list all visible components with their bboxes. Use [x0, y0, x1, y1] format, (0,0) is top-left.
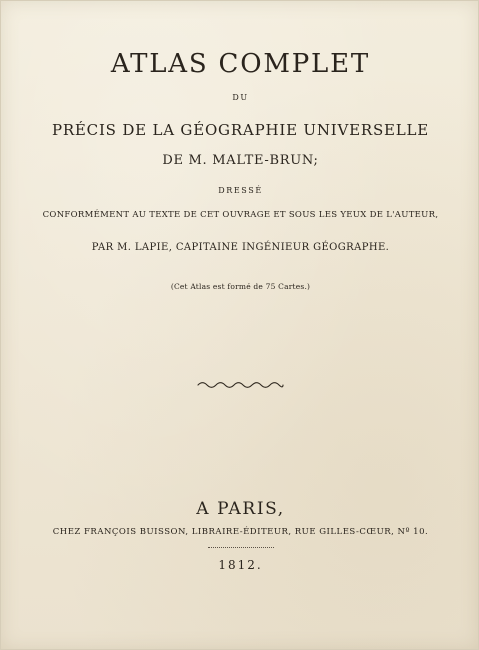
dresse-label: DRESSÉ	[218, 186, 263, 195]
atlas-title: ATLAS COMPLET	[110, 49, 371, 79]
wavy-rule-ornament-icon	[197, 381, 284, 389]
publication-year: 1812.	[218, 558, 263, 572]
connector-du: DU	[232, 93, 249, 102]
conformity-line: CONFORMÉMENT AU TEXTE DE CET OUVRAGE ET SOUS LES YEUX DE L'AUTEUR,	[42, 210, 439, 220]
cartographer-line: PAR M. LAPIE, CAPITAINE INGÉNIEUR GÉOGRAPHE.	[91, 242, 390, 253]
main-subtitle: PRÉCIS DE LA GÉOGRAPHIE UNIVERSELLE	[51, 121, 430, 139]
atlas-note: (Cet Atlas est formé de 75 Cartes.)	[170, 282, 311, 291]
publication-place: A PARIS,	[196, 499, 285, 519]
publisher-line: CHEZ FRANÇOIS BUISSON, LIBRAIRE-ÉDITEUR, RUE GILLES-CŒUR, Nº 10.	[52, 527, 429, 537]
dotted-rule-icon	[208, 547, 274, 549]
author-line: DE M. MALTE-BRUN;	[162, 153, 319, 168]
